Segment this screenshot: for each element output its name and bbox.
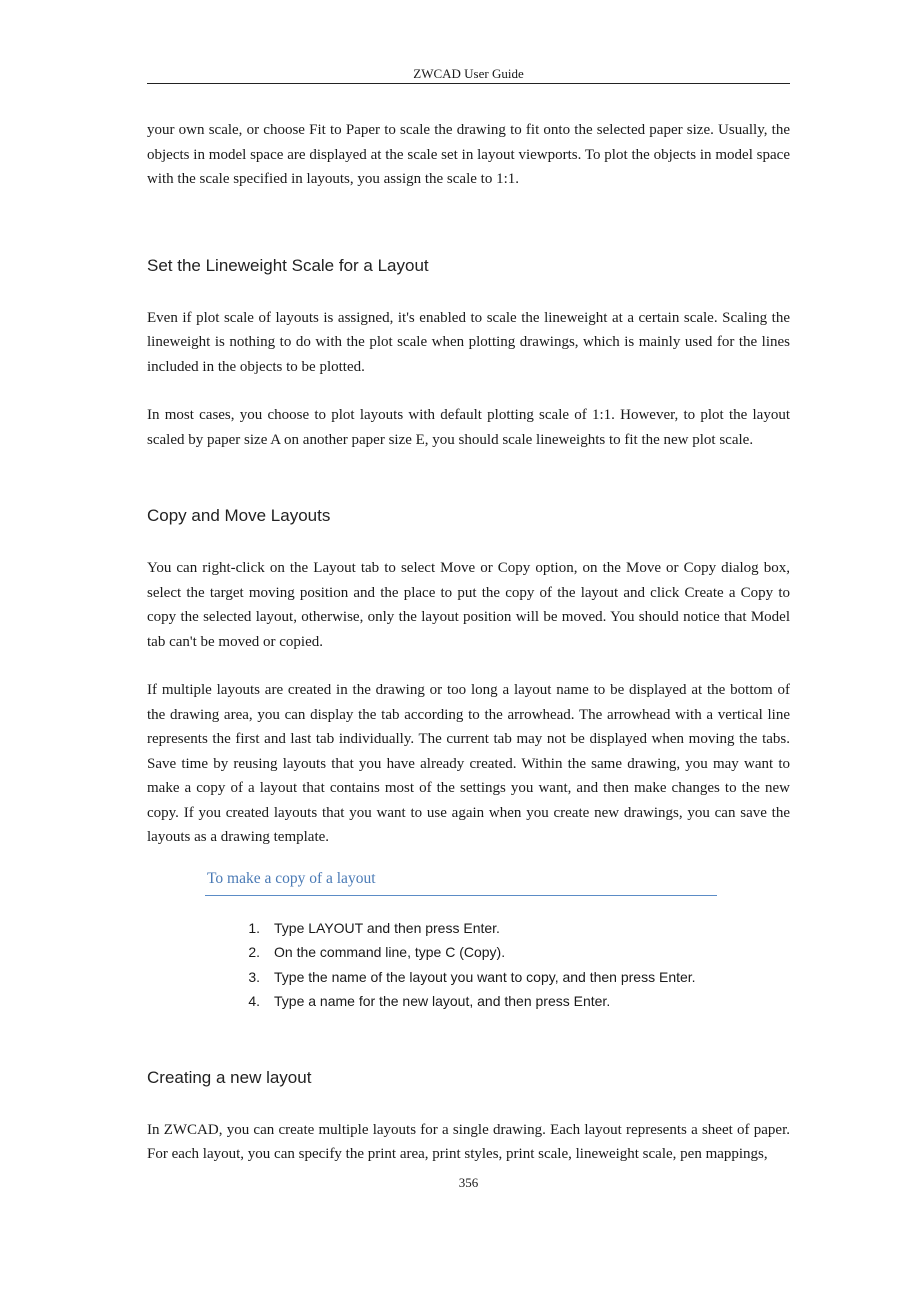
lineweight-paragraph-1: Even if plot scale of layouts is assigned, it's enabled to scale the lineweight at a certain scale. Scaling the lineweight is nothing to do with the plot scale when plotting drawings, which is mainly used for the lines included in the objects to be plotted.	[147, 309, 790, 375]
step-text: Type a name for the new layout, and then press Enter.	[274, 993, 611, 1010]
new-layout-paragraph: In ZWCAD, you can create multiple layouts for a single drawing. Each layout represents a sheet of paper. For each layout, you can specify the print area, print styles, print scale, lineweight scale, pen mappings,	[147, 1121, 790, 1162]
procedure-step	[147, 916, 790, 941]
copy-move-paragraph-1: You can right-click on the Layout tab to select Move or Copy option, on the Move or Copy dialog box, select the target moving position and the place to put the copy of the layout and click Create a Copy to copy the selected layout, otherwise, only the layout position will be moved. You should notice that Model tab can't be moved or copied.	[147, 560, 790, 650]
procedure-title: To make a copy of a layout	[207, 869, 376, 887]
intro-paragraph: your own scale, or choose Fit to Paper to scale the drawing to fit onto the selected paper size. Usually, the objects in model space are displayed at the scale set in layout viewports. To plot the objects in model space with the scale specified in layouts, you assign the scale to 1:1.	[147, 122, 790, 187]
step-text: On the command line, type C (Copy).	[274, 944, 506, 961]
header-rule	[147, 83, 790, 84]
step-number: 2.	[248, 944, 260, 961]
lineweight-paragraph-2: In most cases, you choose to plot layouts with default plotting scale of 1:1. However, to plot the layout scaled by paper size A on another paper size E, you should scale lineweights to fit the new plot scale.	[147, 407, 790, 448]
procedure-step	[147, 965, 790, 990]
page-content	[147, 118, 790, 1167]
procedure-block	[147, 870, 790, 1014]
step-text: Type LAYOUT and then press Enter.	[274, 919, 500, 936]
procedure-step	[147, 940, 790, 965]
step-number: 3.	[248, 968, 260, 985]
step-text: Type the name of the layout you want to copy, and then press Enter.	[274, 968, 696, 985]
procedure-rule	[205, 895, 717, 896]
running-header: ZWCAD User Guide	[413, 66, 524, 81]
section-heading-lineweight: Set the Lineweight Scale for a Layout	[147, 255, 429, 275]
section-heading-copy-move: Copy and Move Layouts	[147, 506, 331, 525]
step-number: 1.	[248, 919, 260, 936]
procedure-step	[147, 989, 790, 1014]
section-heading-new-layout: Creating a new layout	[147, 1067, 312, 1087]
step-number: 4.	[248, 993, 260, 1010]
procedure-steps	[147, 916, 790, 1014]
page-number: 356	[458, 1175, 479, 1190]
copy-move-paragraph-2: If multiple layouts are created in the drawing or too long a layout name to be displayed at the bottom of the drawing area, you can display the tab according to the arrowhead. The arrowhead with a vertical line represents the first and last tab individually. The current tab may not be displayed when moving the tabs. Save time by reusing layouts that you have already created. Within the same drawing, you may want to make a copy of a layout that contains most of the settings you want, and then make changes to the new copy. If you created layouts that you want to use again when you create new drawings, you can save the layouts as a drawing template.	[147, 682, 790, 845]
